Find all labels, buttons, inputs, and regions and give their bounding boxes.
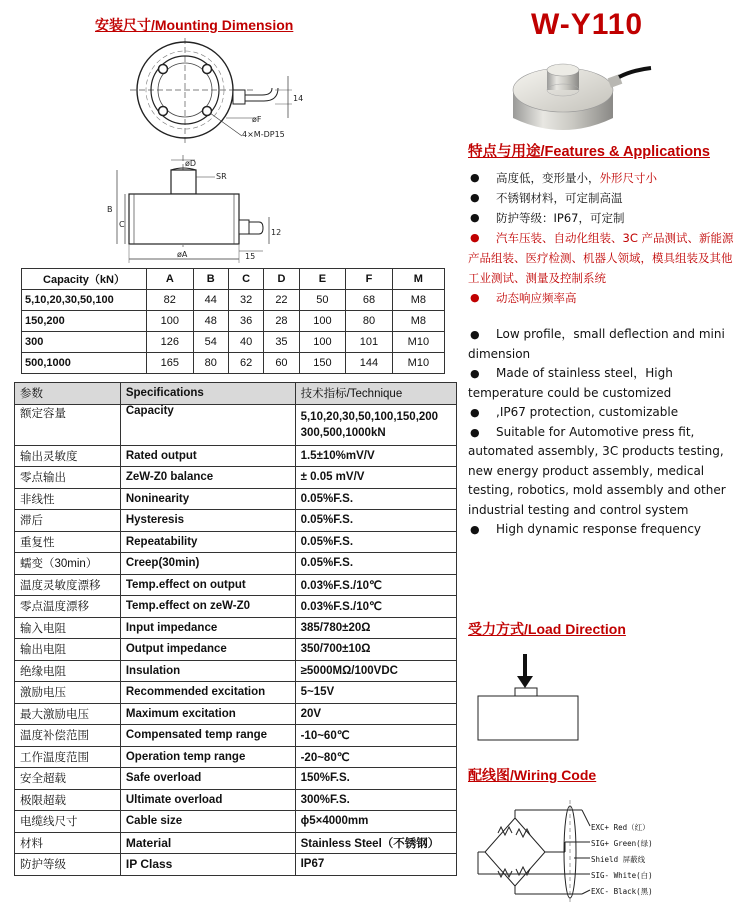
dim-cell: 150,200 (22, 311, 147, 332)
dim-cell: 150 (299, 353, 346, 374)
dim-header-m: M (392, 269, 444, 290)
dim-cell: 126 (147, 332, 194, 353)
label-sr: SR (216, 172, 227, 181)
spec-value-line: 350/700±10Ω (300, 643, 371, 656)
spec-value-line: ≥5000MΩ/100VDC (300, 664, 398, 677)
spec-value (295, 660, 456, 682)
label-f: øF (252, 115, 262, 124)
dim-cell: 300 (22, 332, 147, 353)
feature-text: 高度低，变形量小， (496, 171, 600, 185)
spec-param-en: ZeW-Z0 balance (120, 467, 295, 489)
spec-value-line: 0.05%F.S. (300, 557, 354, 570)
table-row (22, 290, 445, 311)
table-row (15, 811, 457, 833)
spec-value-line: 0.05%F.S. (300, 492, 354, 505)
features-title: 特点与用途/Features & Applications (468, 144, 710, 160)
dim-cell: 101 (346, 332, 393, 353)
table-row (15, 854, 457, 876)
dim-cell: 35 (264, 332, 299, 353)
spec-value (295, 404, 456, 445)
feature-text: ,IP67 protection, customizable (496, 405, 679, 419)
spec-value (295, 510, 456, 532)
list-item (468, 168, 740, 188)
dim-cell: 32 (228, 290, 263, 311)
dim-cell: 5,10,20,30,50,100 (22, 290, 147, 311)
spec-value-line: IP67 (300, 858, 325, 871)
table-row (22, 311, 445, 332)
dim-cell: 82 (147, 290, 194, 311)
feature-text: Low profile，small deflection and mini dimension (468, 327, 725, 361)
spec-param-cn: 温度灵敏度漂移 (15, 574, 121, 596)
wiring-labels (591, 820, 653, 900)
dim-cell: 54 (193, 332, 228, 353)
spec-param-en: Input impedance (120, 617, 295, 639)
label-12: 12 (271, 228, 282, 237)
spec-value-line: -10~60℃ (300, 730, 350, 743)
table-row (15, 510, 457, 532)
spec-header-param: 参数 (15, 383, 121, 405)
spec-value-line: 0.05%F.S. (300, 514, 354, 527)
spec-value-line: -20~80℃ (300, 751, 350, 764)
spec-table (14, 382, 457, 876)
label-b: B (107, 205, 113, 214)
table-row (15, 768, 457, 790)
spec-value (295, 531, 456, 553)
spec-param-en: Capacity (120, 404, 295, 445)
table-row (15, 725, 457, 747)
dim-cell: M10 (392, 332, 444, 353)
spec-value-line: 300%F.S. (300, 793, 350, 806)
spec-param-en: Operation temp range (120, 746, 295, 768)
wire-sig-plus: SIG+ Green(绿) (591, 839, 653, 848)
spec-param-en: Repeatability (120, 531, 295, 553)
mounting-title: 安装尺寸/Mounting Dimension (95, 17, 294, 33)
table-row (15, 488, 457, 510)
spec-value-line: 0.03%F.S./10℃ (300, 601, 382, 614)
table-row (22, 353, 445, 374)
spec-param-cn: 输入电阻 (15, 617, 121, 639)
dim-cell: 62 (228, 353, 263, 374)
spec-param-cn: 材料 (15, 832, 121, 854)
spec-value (295, 789, 456, 811)
dim-cell: 50 (299, 290, 346, 311)
dim-header-a: A (147, 269, 194, 290)
bullet-icon: ● (470, 367, 480, 380)
spec-param-cn: 温度补偿范围 (15, 725, 121, 747)
spec-body (15, 404, 457, 875)
feature-text: Suitable for Automotive press fit, automated assembly, 3C products testing, new energy product assembly, medical testing, robotics, mold assembly and other industrial testing and control system (468, 424, 726, 517)
spec-param-cn: 蠕变（30min） (15, 553, 121, 575)
spec-value-line: Stainless Steel（不锈钢） (300, 837, 440, 850)
label-holes: 4×M-DP15 (242, 130, 285, 139)
dim-cell: 22 (264, 290, 299, 311)
wire-shield: Shield 屏蔽线 (591, 855, 646, 864)
spec-header-spec: Specifications (120, 383, 295, 405)
feature-text: 防护等级：IP67，可定制 (496, 211, 625, 225)
bullet-icon: ● (470, 291, 480, 304)
spec-param-en: Temp.effect on output (120, 574, 295, 596)
spec-param-en: Material (120, 832, 295, 854)
side-view-drawing (103, 155, 282, 267)
spec-value (295, 768, 456, 790)
wire-exc-minus: EXC- Black(黑) (591, 887, 653, 896)
table-row (15, 703, 457, 725)
feature-text: High dynamic response frequency (496, 522, 702, 536)
load-direction-title: 受力方式/Load Direction (468, 621, 626, 637)
table-row (15, 617, 457, 639)
spec-value-line: ± 0.05 mV/V (300, 471, 365, 484)
load-direction-diagram (470, 650, 630, 745)
spec-value-line: 5,10,20,30,50,100,150,200 (300, 410, 439, 423)
table-row (15, 596, 457, 618)
label-a: øA (177, 250, 188, 259)
table-row (15, 574, 457, 596)
dim-header-c: C (228, 269, 263, 290)
feature-text: 汽车压装、自动化组装、3C 产品测试、新能源产品组装、医疗检测、机器人领域，模具组装及其他工业测试、测量及控制系统 (468, 231, 734, 285)
list-item (468, 188, 740, 208)
dim-cell: 100 (147, 311, 194, 332)
bullet-icon: ● (470, 211, 480, 224)
list-item (468, 520, 742, 540)
dim-cell: 100 (299, 311, 346, 332)
spec-param-cn: 滞后 (15, 510, 121, 532)
spec-value (295, 725, 456, 747)
spec-param-cn: 防护等级 (15, 854, 121, 876)
spec-param-en: Rated output (120, 445, 295, 467)
dim-cell: 48 (193, 311, 228, 332)
spec-value (295, 617, 456, 639)
feature-text: 不锈钢材料，可定制高温 (496, 191, 623, 205)
spec-param-en: Hysteresis (120, 510, 295, 532)
bullet-icon: ● (470, 191, 480, 204)
spec-param-en: Cable size (120, 811, 295, 833)
label-c: C (119, 220, 125, 229)
spec-param-cn: 安全超载 (15, 768, 121, 790)
table-row (15, 639, 457, 661)
spec-param-en: Insulation (120, 660, 295, 682)
bullet-icon: ● (470, 231, 480, 244)
spec-param-cn: 激励电压 (15, 682, 121, 704)
feature-text: 动态响应频率高 (496, 291, 577, 305)
spec-value-line: 385/780±20Ω (300, 621, 371, 634)
label-od: øD (185, 159, 197, 168)
spec-param-cn: 重复性 (15, 531, 121, 553)
dim-header-d: D (264, 269, 299, 290)
table-row (15, 832, 457, 854)
list-item (468, 364, 742, 403)
spec-value (295, 703, 456, 725)
spec-value-line: ϕ5×4000mm (300, 815, 369, 828)
spec-param-cn: 非线性 (15, 488, 121, 510)
label-14: 14 (293, 94, 304, 103)
dim-cell: 80 (193, 353, 228, 374)
spec-param-en: Compensated temp range (120, 725, 295, 747)
spec-value (295, 811, 456, 833)
dim-cell: 40 (228, 332, 263, 353)
bullet-icon: ● (470, 171, 480, 184)
spec-value-line: 300,500,1000kN (300, 426, 386, 439)
table-row (15, 445, 457, 467)
dim-cell: 165 (147, 353, 194, 374)
spec-value-line: 1.5±10%mV/V (300, 449, 375, 462)
spec-param-cn: 零点温度漂移 (15, 596, 121, 618)
feature-accent: 外形尺寸小 (599, 171, 657, 185)
features-en-list (468, 325, 742, 540)
spec-value (295, 596, 456, 618)
bullet-icon: ● (470, 425, 480, 439)
spec-value (295, 488, 456, 510)
spec-param-en: Creep(30min) (120, 553, 295, 575)
dimension-header-row (22, 269, 445, 290)
dim-cell: M8 (392, 290, 444, 311)
table-row (15, 531, 457, 553)
spec-param-cn: 额定容量 (15, 404, 121, 445)
spec-value-line: 20V (300, 707, 322, 720)
list-item (468, 288, 740, 308)
spec-value (295, 746, 456, 768)
wire-exc-plus: EXC+ Red（红） (591, 823, 650, 832)
spec-param-cn: 零点输出 (15, 467, 121, 489)
dim-cell: M8 (392, 311, 444, 332)
dim-cell: 60 (264, 353, 299, 374)
spec-value-line: 150%F.S. (300, 772, 350, 785)
spec-value (295, 467, 456, 489)
list-item (468, 208, 740, 228)
top-view-drawing (130, 38, 320, 148)
dim-cell: 100 (299, 332, 346, 353)
spec-value-line: 0.05%F.S. (300, 535, 354, 548)
spec-param-cn: 工作温度范围 (15, 746, 121, 768)
spec-param-en: Recommended excitation (120, 682, 295, 704)
table-row (15, 467, 457, 489)
wiring-title: 配线图/Wiring Code (468, 767, 597, 783)
spec-param-cn: 绝缘电阻 (15, 660, 121, 682)
label-15: 15 (245, 252, 256, 261)
spec-param-cn: 输出电阻 (15, 639, 121, 661)
spec-header-row (15, 383, 457, 405)
dim-header-b: B (193, 269, 228, 290)
dim-cell: 68 (346, 290, 393, 311)
spec-value (295, 854, 456, 876)
spec-param-en: Noninearity (120, 488, 295, 510)
spec-param-en: Safe overload (120, 768, 295, 790)
dim-header-e: E (299, 269, 346, 290)
list-item (468, 325, 742, 364)
table-row (15, 553, 457, 575)
table-row (22, 332, 445, 353)
features-cn-list (468, 168, 740, 308)
dim-cell: 36 (228, 311, 263, 332)
spec-value-line: 5~15V (300, 686, 335, 699)
spec-param-cn: 电缆线尺寸 (15, 811, 121, 833)
spec-value (295, 553, 456, 575)
spec-param-en: IP Class (120, 854, 295, 876)
spec-param-en: Temp.effect on zeW-Z0 (120, 596, 295, 618)
spec-value (295, 574, 456, 596)
dimension-table (21, 268, 445, 374)
dim-cell: 44 (193, 290, 228, 311)
dim-header-f: F (346, 269, 393, 290)
dim-cell: 144 (346, 353, 393, 374)
table-row (15, 789, 457, 811)
spec-param-en: Output impedance (120, 639, 295, 661)
table-row (15, 682, 457, 704)
table-row (15, 660, 457, 682)
bullet-icon: ● (470, 328, 480, 341)
spec-param-cn: 极限超载 (15, 789, 121, 811)
spec-param-en: Ultimate overload (120, 789, 295, 811)
list-item (468, 423, 742, 521)
spec-param-cn: 最大激励电压 (15, 703, 121, 725)
bullet-icon: ● (470, 523, 480, 536)
table-row (15, 746, 457, 768)
spec-param-en: Maximum excitation (120, 703, 295, 725)
bullet-icon: ● (470, 406, 480, 419)
product-image (505, 48, 655, 138)
dim-cell: 80 (346, 311, 393, 332)
model-name: W-Y110 (531, 8, 644, 41)
feature-text: Made of stainless steel，High temperature could be customized (468, 366, 673, 400)
wire-sig-minus: SIG- White(白) (591, 871, 653, 880)
spec-value (295, 682, 456, 704)
spec-param-cn: 输出灵敏度 (15, 445, 121, 467)
list-item (468, 228, 740, 288)
spec-value (295, 832, 456, 854)
spec-header-technique: 技术指标/Technique (295, 383, 456, 405)
dim-header-capacity: Capacity（kN） (22, 269, 147, 290)
dim-cell: 28 (264, 311, 299, 332)
spec-value-line: 0.03%F.S./10℃ (300, 579, 382, 592)
dim-cell: 500,1000 (22, 353, 147, 374)
list-item (468, 403, 742, 423)
dim-cell: M10 (392, 353, 444, 374)
table-row (15, 404, 457, 445)
spec-value (295, 445, 456, 467)
spec-value (295, 639, 456, 661)
